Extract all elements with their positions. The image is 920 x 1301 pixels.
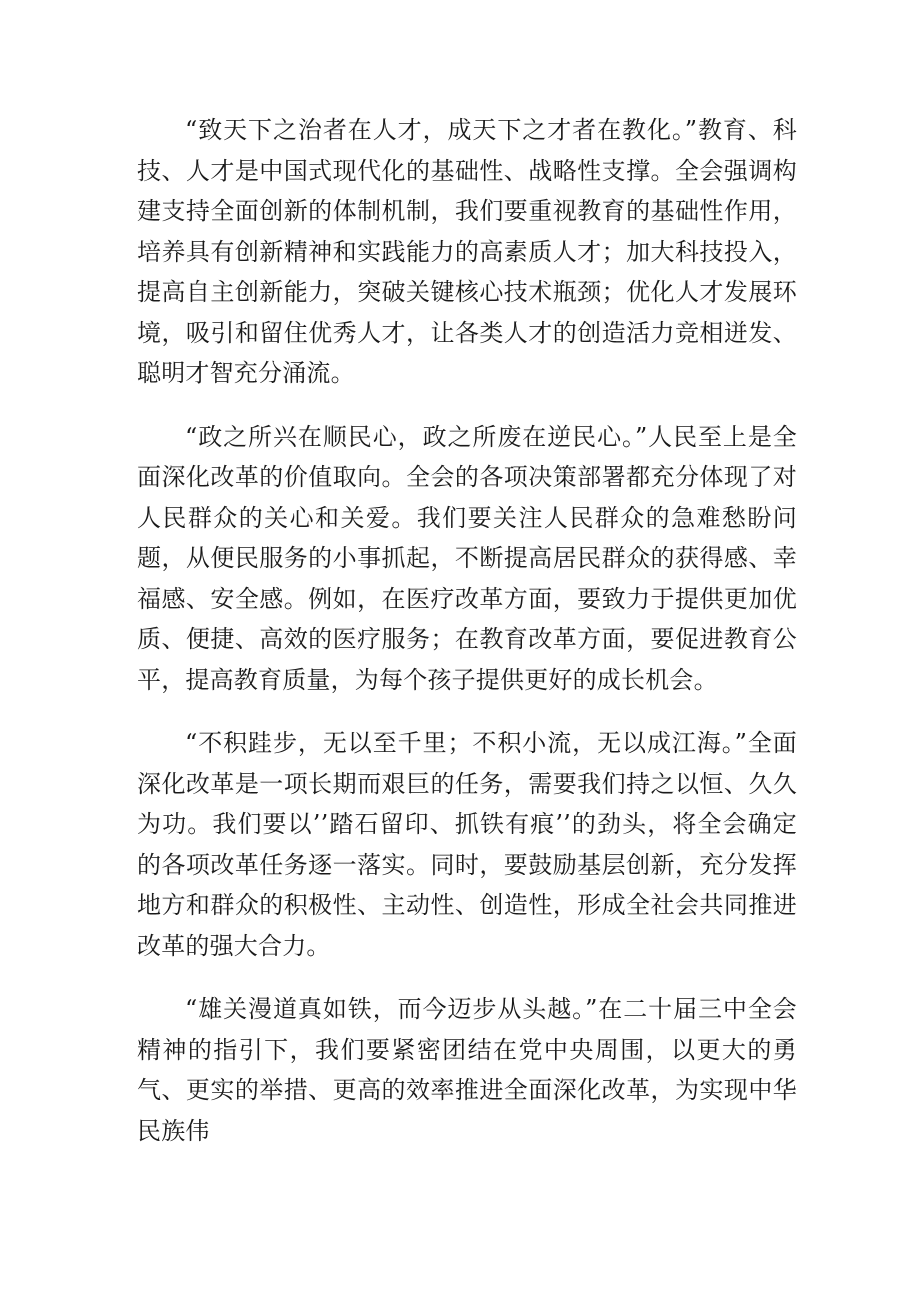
document-body [137, 110, 797, 1174]
paragraph-people-first: “政之所兴在顺民心，政之所废在逆民心。”人民至上是全面深化改革的价值取向。全会的各项决策部署都充分体现了对人民群众的关心和关爱。我们要关注人民群众的急难愁盼问题，从便民服务的小事抓起，不断提高居民群众的获得感、幸福感、安全感。例如，在医疗改革方面，要致力于提供更加优质、便捷、高效的医疗服务；在教育改革方面，要促进教育公平，提高教育质量，为每个孩子提供更好的成长机会。 [137, 422, 797, 694]
paragraph-talent-education: “致天下之治者在人才，成天下之才者在教化。”教育、科技、人才是中国式现代化的基础性、战略性支撑。全会强调构建支持全面创新的体制机制，我们要重视教育的基础性作用，培养具有创新精神和实践能力的高素质人才；加大科技投入，提高自主创新能力，突破关键核心技术瓶颈；优化人才发展环境，吸引和留住优秀人才，让各类人才的创造活力竞相迸发、聪明才智充分涌流。 [137, 116, 797, 387]
paragraph-persistence: “不积跬步，无以至千里；不积小流，无以成江海。”全面深化改革是一项长期而艰巨的任务，需要我们持之以恒、久久为功。我们要以’’踏石留印、抓铁有痕’’的劲头，将全会确定的各项改革任务逐一落实。同时，要鼓励基层创新，充分发挥地方和群众的积极性、主动性、创造性，形成全社会共同推进改革的强大合力。 [137, 729, 797, 960]
paragraph-conclusion: “雄关漫道真如铁，而今迈步从头越。”在二十届三中全会精神的指引下，我们要紧密团结在党中央周围，以更大的勇气、更实的举措、更高的效率推进全面深化改革，为实现中华民族伟 [137, 995, 797, 1145]
